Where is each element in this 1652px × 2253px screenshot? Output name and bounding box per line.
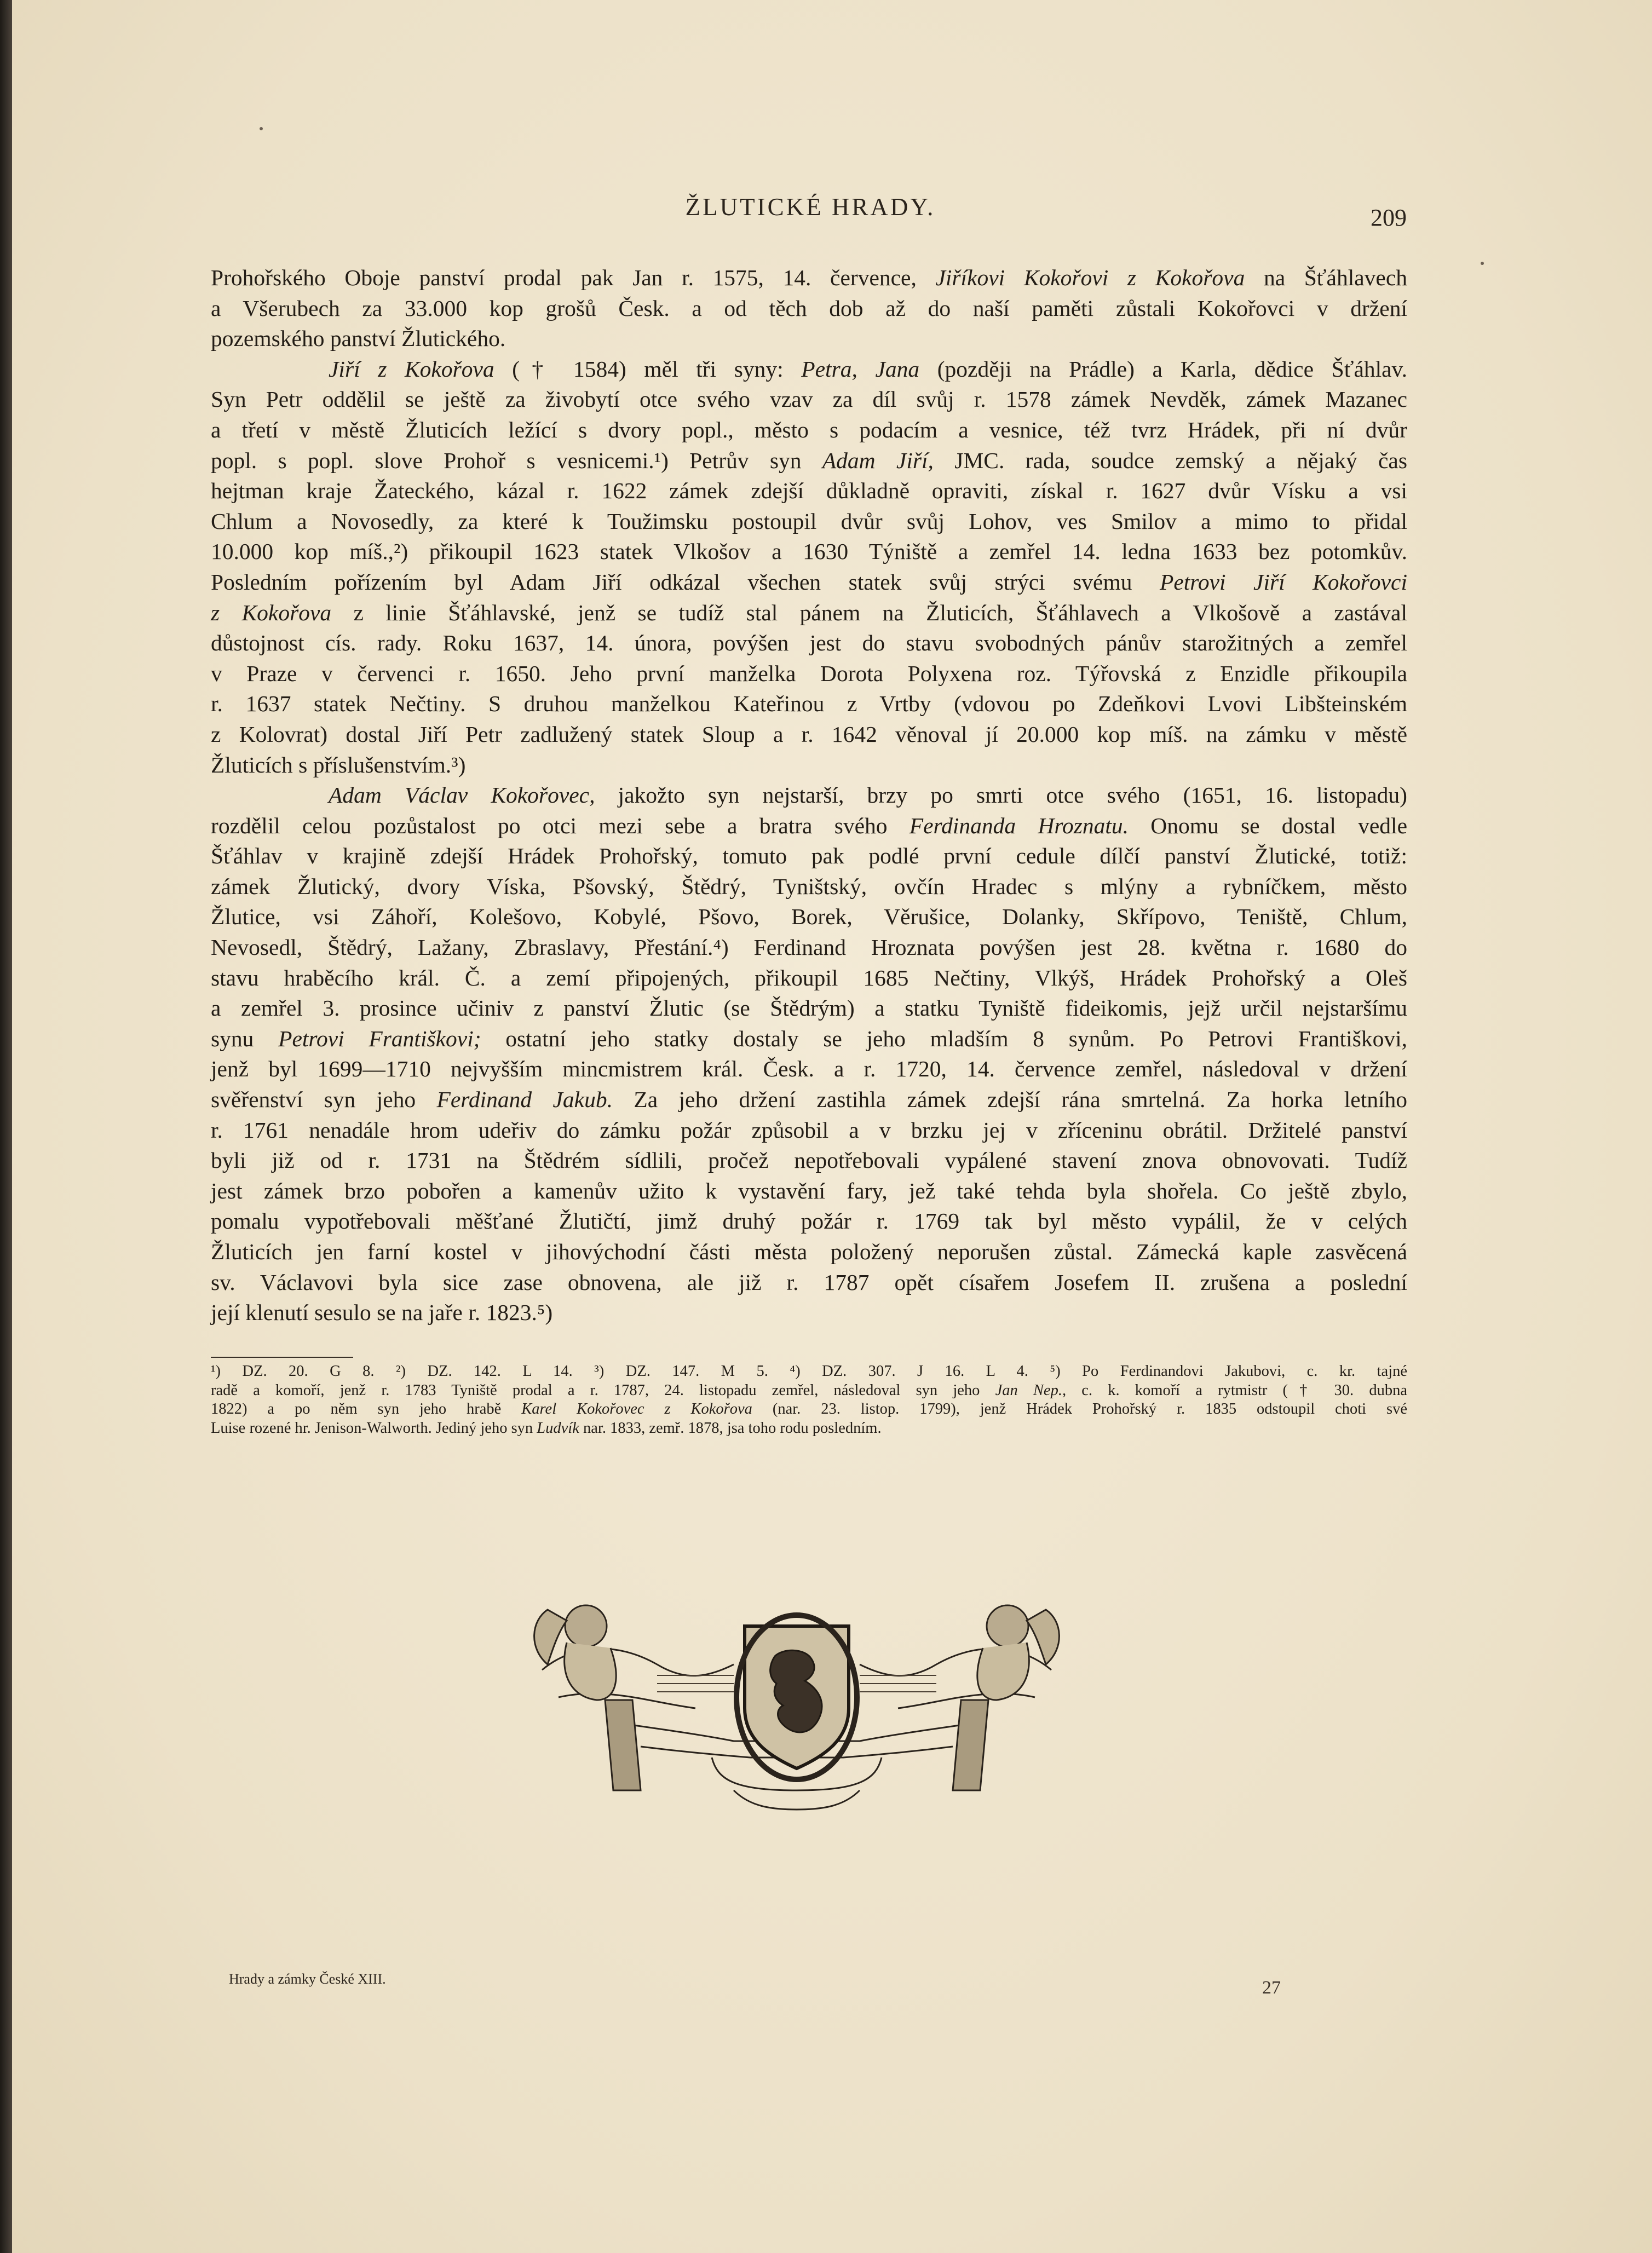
text-run: (později na Prádle) a Karla, dědice Šťáhlav.: [919, 356, 1407, 382]
text-line: [211, 476, 1407, 506]
text-line: [211, 1145, 1407, 1176]
text-run: synu: [211, 1025, 279, 1051]
text-run: radě a komoří, jenž r. 1783 Tyniště prodal a r. 1787, 24. listopadu zemřel, následoval syn jeho: [211, 1381, 995, 1399]
body-text: [211, 263, 1407, 1328]
text-run: ¹) DZ. 20. G 8. ²) DZ. 142. L 14. ³) DZ. 147. M 5. ⁴) DZ. 307. J 16. L 4. ⁵) Po Ferdinandovi Jakubovi, c. kr. tajné: [211, 1363, 1407, 1380]
text-line: [211, 1419, 1407, 1438]
text-run: sv. Václavovi byla sice zase obnovena, ale již r. 1787 opět císařem Josefem II. zrušena a poslední: [211, 1269, 1407, 1295]
text-line: [211, 719, 1407, 750]
text-run: (nar. 23. listop. 1799), jenž Hrádek Prohořský r. 1835 odstoupil choti své: [752, 1401, 1407, 1418]
text-run: popl. s popl. slove Prohoř s vesnicemi.¹) Petrův syn: [211, 447, 822, 473]
text-run: hejtman kraje Žateckého, kázal r. 1622 zámek zdejší důkladně opraviti, získal r. 1627 dvůr Vísku a vsi: [211, 478, 1407, 504]
text-line: [211, 689, 1407, 719]
text-line: [211, 384, 1407, 415]
text-line: [211, 293, 1407, 324]
text-run: a Všerubech za 33.000 kop grošů Česk. a od těch dob až do naší paměti zůstali Kokořovci v držení: [211, 295, 1407, 321]
text-run: jakožto syn nejstarší, brzy po smrti otce svého (1651, 16. listopadu): [595, 782, 1407, 808]
text-run: na Šťáhlavech: [1245, 265, 1407, 290]
text-line: [211, 1381, 1407, 1401]
text-line: [211, 1298, 1407, 1328]
text-run: c. k. komoří a rytmistr († 30. dubna: [1066, 1381, 1408, 1399]
text-run: Luise rozené hr. Jenison-Walworth. Jediný jeho syn: [211, 1419, 537, 1437]
text-run: a zemřel 3. prosince učiniv z panství Žlutic (se Štědrým) a statku Tyniště fideikomis, jejž určil nejstaršímu: [211, 995, 1407, 1021]
signature-mark: 27: [1262, 1978, 1281, 1998]
text-run: důstojnost cís. rady. Roku 1637, 14. února, povýšen jest do stavu svobodných pánův starožitných a zemřel: [211, 630, 1407, 656]
text-run: a třetí v městě Žluticích ležící s dvory popl., město s podacím a vesnice, též tvrz Hrádek, při ní dvůr: [211, 417, 1407, 442]
text-run: JMC. rada, soudce zemský a nějaký čas: [933, 447, 1407, 473]
text-line: [211, 1115, 1407, 1146]
text-line: [211, 1176, 1407, 1207]
text-line: [211, 263, 1407, 293]
text-run: Petra, Jana: [801, 356, 920, 382]
text-line: [211, 1206, 1407, 1237]
text-run: r. 1761 nenadále hrom udeřiv do zámku požár způsobil a v brzku jej v zříceninu obrátil. Držitelé panství: [211, 1117, 1407, 1143]
text-line: [211, 415, 1407, 446]
text-line: [211, 993, 1407, 1024]
text-run: Žluticích jen farní kostel v jihovýchodní části města položený neporušen zůstal. Zámecká kaple zasvěcená: [211, 1239, 1407, 1264]
footnote-rule: [211, 1357, 353, 1358]
text-run: Jiří z Kokořova: [329, 356, 494, 382]
text-run: Jiříkovi Kokořovi z Kokořova: [935, 265, 1245, 290]
text-line: [211, 628, 1407, 659]
text-run: Petrovi Jiří Kokořovci: [1159, 569, 1407, 595]
text-run: pomalu vypotřebovali měšťané Žlutičtí, jimž druhý požár r. 1769 tak byl město vypálil, že v celých: [211, 1208, 1407, 1234]
text-line: [211, 811, 1407, 842]
text-line: [211, 872, 1407, 902]
text-run: r. 1637 statek Nečtiny. S druhou manželkou Kateřinou z Vrtby (vdovou po Zdeňkovi Lvovi Libšteinském: [211, 691, 1407, 717]
text-run: 10.000 kop míš.,²) přikoupil 1623 statek Vlkošov a 1630 Týniště a zemřel 14. ledna 1633 bez potomkův.: [211, 539, 1407, 564]
text-run: Petrovi Františkovi;: [278, 1025, 481, 1051]
text-run: ostatní jeho statky dostaly se jeho mladším 8 synům. Po Petrovi Františkovi,: [481, 1025, 1408, 1051]
text-run: Žluticích s příslušenstvím.³): [211, 752, 466, 777]
text-run: Posledním pořízením byl Adam Jiří odkázal všechen statek svůj strýci svému: [211, 569, 1160, 595]
text-run: Karel Kokořovec z Kokořova: [521, 1401, 752, 1418]
text-line: [211, 1400, 1407, 1419]
text-run: Šťáhlav v krajině zdejší Hrádek Prohořský, tomuto pak podlé první cedule dílčí panství Žlutické, totiž:: [211, 843, 1407, 869]
text-line: [211, 932, 1407, 963]
text-run: Adam Jiří,: [822, 447, 934, 473]
text-line: [211, 446, 1407, 476]
text-run: Syn Petr oddělil se ještě za živobytí otce svého vzav za díl svůj r. 1578 zámek Nevděk, zámek Mazanec: [211, 387, 1407, 412]
text-run: stavu hraběcího král. Č. a zemí připojených, přikoupil 1685 Nečtiny, Vlkýš, Hrádek Prohořský a Oleš: [211, 965, 1407, 990]
text-run: v Praze v červenci r. 1650. Jeho první manželka Dorota Polyxena roz. Týřovská z Enzidle přikoupila: [211, 660, 1407, 686]
text-run: Jan Nep.,: [995, 1381, 1067, 1399]
paper-speck: [260, 127, 263, 130]
text-run: Žlutice, vsi Záhoří, Kolešovo, Kobylé, Pšovo, Borek, Věrušice, Dolanky, Skřípovo, Teniště, Chlum,: [211, 904, 1407, 930]
text-run: Adam Václav Kokořovec,: [329, 782, 595, 808]
text-line: [211, 750, 1407, 781]
text-run: z linie Šťáhlavské, jenž se tudíž stal pánem na Žluticích, Šťáhlavech a Vlkošově a zastával: [331, 600, 1407, 625]
text-line: [211, 963, 1407, 994]
text-run: byli již od r. 1731 na Štědrém sídlili, pročež nepotřebovali vypálené stavení znova obnovovati. Tudíž: [211, 1148, 1407, 1173]
text-run: Ludvík: [537, 1419, 579, 1437]
text-run: nar. 1833, zemř. 1878, jsa toho rodu posledním.: [579, 1419, 882, 1437]
text-run: rozdělil celou pozůstalost po otci mezi sebe a bratra svého: [211, 813, 910, 838]
text-line: [211, 1024, 1407, 1055]
text-run: jenž byl 1699—1710 nejvyšším mincmistrem král. Česk. a r. 1720, 14. července zemřel, následoval v držení: [211, 1056, 1407, 1082]
text-line: [211, 598, 1407, 629]
paper-speck: [1481, 262, 1484, 265]
text-run: Ferdinanda Hroznatu.: [909, 813, 1129, 838]
text-line: [211, 1267, 1407, 1298]
text-line: [211, 537, 1407, 567]
text-run: Ferdinand Jakub.: [436, 1087, 613, 1113]
text-run: jest zámek brzo pobořen a kamenův užito k vystavění fary, jež také tehda byla shořela. Co ještě zbylo,: [211, 1178, 1407, 1203]
book-spine-edge: [0, 0, 12, 2253]
text-run: Za jeho držení zastihla zámek zdejší rána smrtelná. Za horka letního: [612, 1087, 1408, 1113]
text-line: [211, 659, 1407, 689]
text-line: [211, 1237, 1407, 1267]
footnotes: [211, 1362, 1407, 1438]
text-run: její klenutí sesulo se na jaře r. 1823.⁵): [211, 1300, 553, 1326]
text-line: [211, 354, 1407, 385]
text-line: [211, 1362, 1407, 1381]
text-run: Chlum a Novosedly, za které k Toužimsku postoupil dvůr svůj Lohov, ves Smilov a mimo to přidal: [211, 508, 1407, 534]
running-head-title: ŽLUTICKÉ HRADY.: [685, 193, 936, 221]
text-run: Nevosedl, Štědrý, Lažany, Zbraslavy, Přestání.⁴) Ferdinand Hroznata povýšen jest 28. května r. 1680 do: [211, 935, 1407, 960]
text-run: Onomu se dostal vedle: [1129, 813, 1408, 838]
text-line: [211, 1054, 1407, 1085]
text-line: [211, 567, 1407, 598]
text-run: 1822) a po něm syn jeho hrabě: [211, 1401, 522, 1418]
text-line: [211, 506, 1407, 537]
heraldic-ornament-image: [476, 1560, 1117, 1812]
text-line: [211, 780, 1407, 811]
text-run: († 1584) měl tři syny:: [494, 356, 802, 382]
page-number: 209: [1371, 204, 1407, 231]
text-run: Prohořského Oboje panství prodal pak Jan r. 1575, 14. července,: [211, 265, 936, 290]
text-run: z Kolovrat) dostal Jiří Petr zadlužený statek Sloup a r. 1642 věnoval jí 20.000 kop míš. na zámku v městě: [211, 721, 1407, 747]
text-line: [211, 841, 1407, 872]
text-run: svěřenství syn jeho: [211, 1087, 437, 1113]
text-line: [211, 324, 1407, 354]
text-line: [211, 902, 1407, 932]
text-line: [211, 1085, 1407, 1115]
book-title-footer: Hrady a zámky České XIII.: [229, 1971, 386, 1987]
text-run: z Kokořova: [211, 600, 332, 625]
text-run: pozemského panství Žlutického.: [211, 326, 506, 352]
text-run: zámek Žlutický, dvory Víska, Pšovský, Štědrý, Tyništský, ovčín Hradec s mlýny a rybníčkem, město: [211, 873, 1407, 899]
